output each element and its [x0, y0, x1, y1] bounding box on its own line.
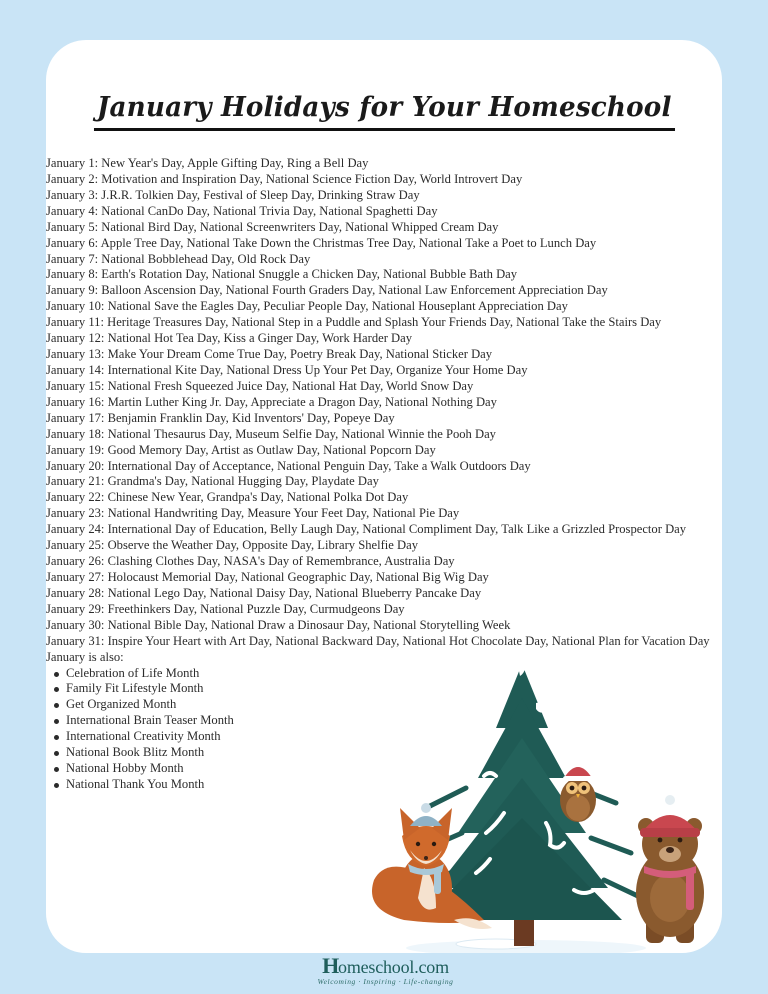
- bullet-icon: [54, 767, 59, 772]
- day-date: January 30:: [46, 617, 105, 632]
- observance-label: Celebration of Life Month: [66, 665, 200, 680]
- bullet-icon: [54, 751, 59, 756]
- logo-text: omeschool.com: [338, 957, 449, 977]
- day-date: January 27:: [46, 569, 105, 584]
- day-date: January 2:: [46, 171, 99, 186]
- day-line: [46, 188, 722, 204]
- day-holidays: International Kite Day, National Dress Up Your Pet Day, Organize Your Home Day: [107, 362, 528, 377]
- day-date: January 24:: [46, 522, 105, 537]
- day-holidays: Inspire Your Heart with Art Day, National Backward Day, National Hot Chocolate Day, National Plan for Vacation Day: [107, 633, 710, 648]
- day-holidays: Good Memory Day, Artist as Outlaw Day, National Popcorn Day: [107, 442, 436, 457]
- day-date: January 15:: [46, 378, 105, 393]
- day-line: [46, 474, 722, 490]
- title-block: [46, 90, 722, 131]
- bullet-icon: [54, 703, 59, 708]
- day-line: [46, 554, 722, 570]
- day-date: January 11:: [46, 315, 104, 330]
- bullet-icon: [54, 672, 59, 677]
- day-line: [46, 363, 722, 379]
- day-line: [46, 315, 722, 331]
- day-date: January 31:: [46, 633, 105, 648]
- day-holidays: National Handwriting Day, Measure Your Feet Day, National Pie Day: [107, 506, 460, 521]
- day-date: January 22:: [46, 490, 105, 505]
- day-date: January 8:: [46, 267, 99, 282]
- homeschool-logo[interactable]: [313, 953, 458, 990]
- day-line: [46, 490, 722, 506]
- day-line: [46, 283, 722, 299]
- day-line: [46, 252, 722, 268]
- day-line: [46, 427, 722, 443]
- day-holidays: National Bird Day, National Screenwriters Day, National Whipped Cream Day: [101, 219, 499, 234]
- day-date: January 5:: [46, 219, 99, 234]
- day-holidays: Heritage Treasures Day, National Step in a Puddle and Splash Your Friends Day, National Take the Stairs Day: [107, 315, 662, 330]
- day-line: [46, 459, 722, 475]
- day-date: January 29:: [46, 601, 105, 616]
- day-line: [46, 411, 722, 427]
- page-title: January Holidays for Your Homeschool: [94, 90, 675, 131]
- winter-animals-illustration: [346, 658, 722, 953]
- day-line: [46, 347, 722, 363]
- day-holidays: National Fresh Squeezed Juice Day, National Hat Day, World Snow Day: [107, 378, 474, 393]
- day-holidays: International Day of Education, Belly Laugh Day, National Compliment Day, Talk Like a Grizzled Prospector Day: [107, 522, 687, 537]
- day-date: January 14:: [46, 362, 105, 377]
- day-date: January 1:: [46, 156, 99, 170]
- page-card: [46, 40, 722, 953]
- day-holidays: International Day of Acceptance, National Penguin Day, Take a Walk Outdoors Day: [107, 458, 531, 473]
- day-holidays: Chinese New Year, Grandpa's Day, National Polka Dot Day: [107, 490, 409, 505]
- day-holidays: Apple Tree Day, National Take Down the Christmas Tree Day, National Take a Poet to Lunch Day: [100, 235, 597, 250]
- day-holidays: Freethinkers Day, National Puzzle Day, Curmudgeons Day: [107, 601, 405, 616]
- observance-label: National Hobby Month: [66, 761, 184, 776]
- day-date: January 25:: [46, 538, 105, 553]
- day-holidays: National Thesaurus Day, Museum Selfie Day, National Winnie the Pooh Day: [107, 426, 496, 441]
- day-date: January 20:: [46, 458, 105, 473]
- bullet-icon: [54, 719, 59, 724]
- bullet-icon: [54, 687, 59, 692]
- day-line: [46, 220, 722, 236]
- day-line: [46, 443, 722, 459]
- day-line: [46, 570, 722, 586]
- observance-label: National Book Blitz Month: [66, 745, 205, 760]
- day-holidays: Grandma's Day, National Hugging Day, Playdate Day: [107, 474, 379, 489]
- day-line: [46, 379, 722, 395]
- house-h-icon: H: [322, 953, 340, 978]
- day-date: January 13:: [46, 347, 105, 362]
- observance-label: International Creativity Month: [66, 729, 221, 744]
- day-holidays: National Save the Eagles Day, Peculiar People Day, National Houseplant Appreciation Day: [107, 299, 568, 314]
- day-line: [46, 236, 722, 252]
- day-holidays: National CanDo Day, National Trivia Day, National Spaghetti Day: [101, 203, 438, 218]
- day-holidays: National Bobblehead Day, Old Rock Day: [101, 251, 311, 266]
- day-date: January 4:: [46, 203, 99, 218]
- day-line: [46, 299, 722, 315]
- day-line: [46, 331, 722, 347]
- day-date: January 9:: [46, 283, 99, 298]
- day-date: January 10:: [46, 299, 105, 314]
- day-holidays: Benjamin Franklin Day, Kid Inventors' Day, Popeye Day: [107, 410, 395, 425]
- day-line: [46, 267, 722, 283]
- day-holidays: National Hot Tea Day, Kiss a Ginger Day, Work Harder Day: [107, 331, 413, 346]
- day-line: [46, 586, 722, 602]
- day-holidays: Martin Luther King Jr. Day, Appreciate a Dragon Day, National Nothing Day: [107, 394, 497, 409]
- logo-tagline: Welcoming · Inspiring · Life-changing: [317, 977, 454, 986]
- day-date: January 28:: [46, 585, 105, 600]
- bullet-icon: [54, 735, 59, 740]
- day-date: January 19:: [46, 442, 105, 457]
- day-line: [46, 618, 722, 634]
- day-line: [46, 204, 722, 220]
- day-line: [46, 156, 722, 172]
- day-date: January 12:: [46, 331, 105, 346]
- day-date: January 26:: [46, 554, 105, 569]
- day-holidays: New Year's Day, Apple Gifting Day, Ring a Bell Day: [101, 156, 369, 170]
- day-holidays: Observe the Weather Day, Opposite Day, Library Shelfie Day: [107, 538, 419, 553]
- day-date: January 18:: [46, 426, 105, 441]
- day-date: January 23:: [46, 506, 105, 521]
- day-line: [46, 602, 722, 618]
- day-holidays: Earth's Rotation Day, National Snuggle a Chicken Day, National Bubble Bath Day: [101, 267, 518, 282]
- day-line: [46, 172, 722, 188]
- day-date: January 16:: [46, 394, 105, 409]
- observance-label: Family Fit Lifestyle Month: [66, 681, 204, 696]
- day-line: [46, 506, 722, 522]
- bullet-icon: [54, 783, 59, 788]
- day-holidays: Make Your Dream Come True Day, Poetry Break Day, National Sticker Day: [107, 347, 493, 362]
- day-holidays: Balloon Ascension Day, National Fourth Graders Day, National Law Enforcement Appreciation Day: [101, 283, 608, 298]
- observance-label: International Brain Teaser Month: [66, 713, 234, 728]
- day-holidays: J.R.R. Tolkien Day, Festival of Sleep Day, Drinking Straw Day: [101, 187, 420, 202]
- day-holidays: Clashing Clothes Day, NASA's Day of Remembrance, Australia Day: [107, 554, 455, 569]
- observance-label: Get Organized Month: [66, 697, 177, 712]
- logo-wordmark: [313, 953, 458, 978]
- observance-label: National Thank You Month: [66, 776, 205, 791]
- day-date: January 21:: [46, 474, 105, 489]
- day-holidays: Holocaust Memorial Day, National Geographic Day, National Big Wig Day: [107, 569, 489, 584]
- day-date: January 7:: [46, 251, 99, 266]
- day-line: [46, 538, 722, 554]
- owl-icon: [560, 759, 596, 822]
- day-line: [46, 522, 722, 538]
- day-date: January 17:: [46, 410, 105, 425]
- bear-icon: [636, 795, 704, 943]
- day-holidays: National Lego Day, National Daisy Day, National Blueberry Pancake Day: [107, 585, 482, 600]
- day-date: January 3:: [46, 187, 99, 202]
- day-holidays: National Bible Day, National Draw a Dinosaur Day, National Storytelling Week: [107, 617, 511, 632]
- day-date: January 6:: [46, 235, 99, 250]
- day-line: [46, 395, 722, 411]
- day-holidays: Motivation and Inspiration Day, National Science Fiction Day, World Introvert Day: [101, 171, 523, 186]
- day-line: [46, 634, 722, 650]
- also-label: January is also:: [46, 649, 124, 664]
